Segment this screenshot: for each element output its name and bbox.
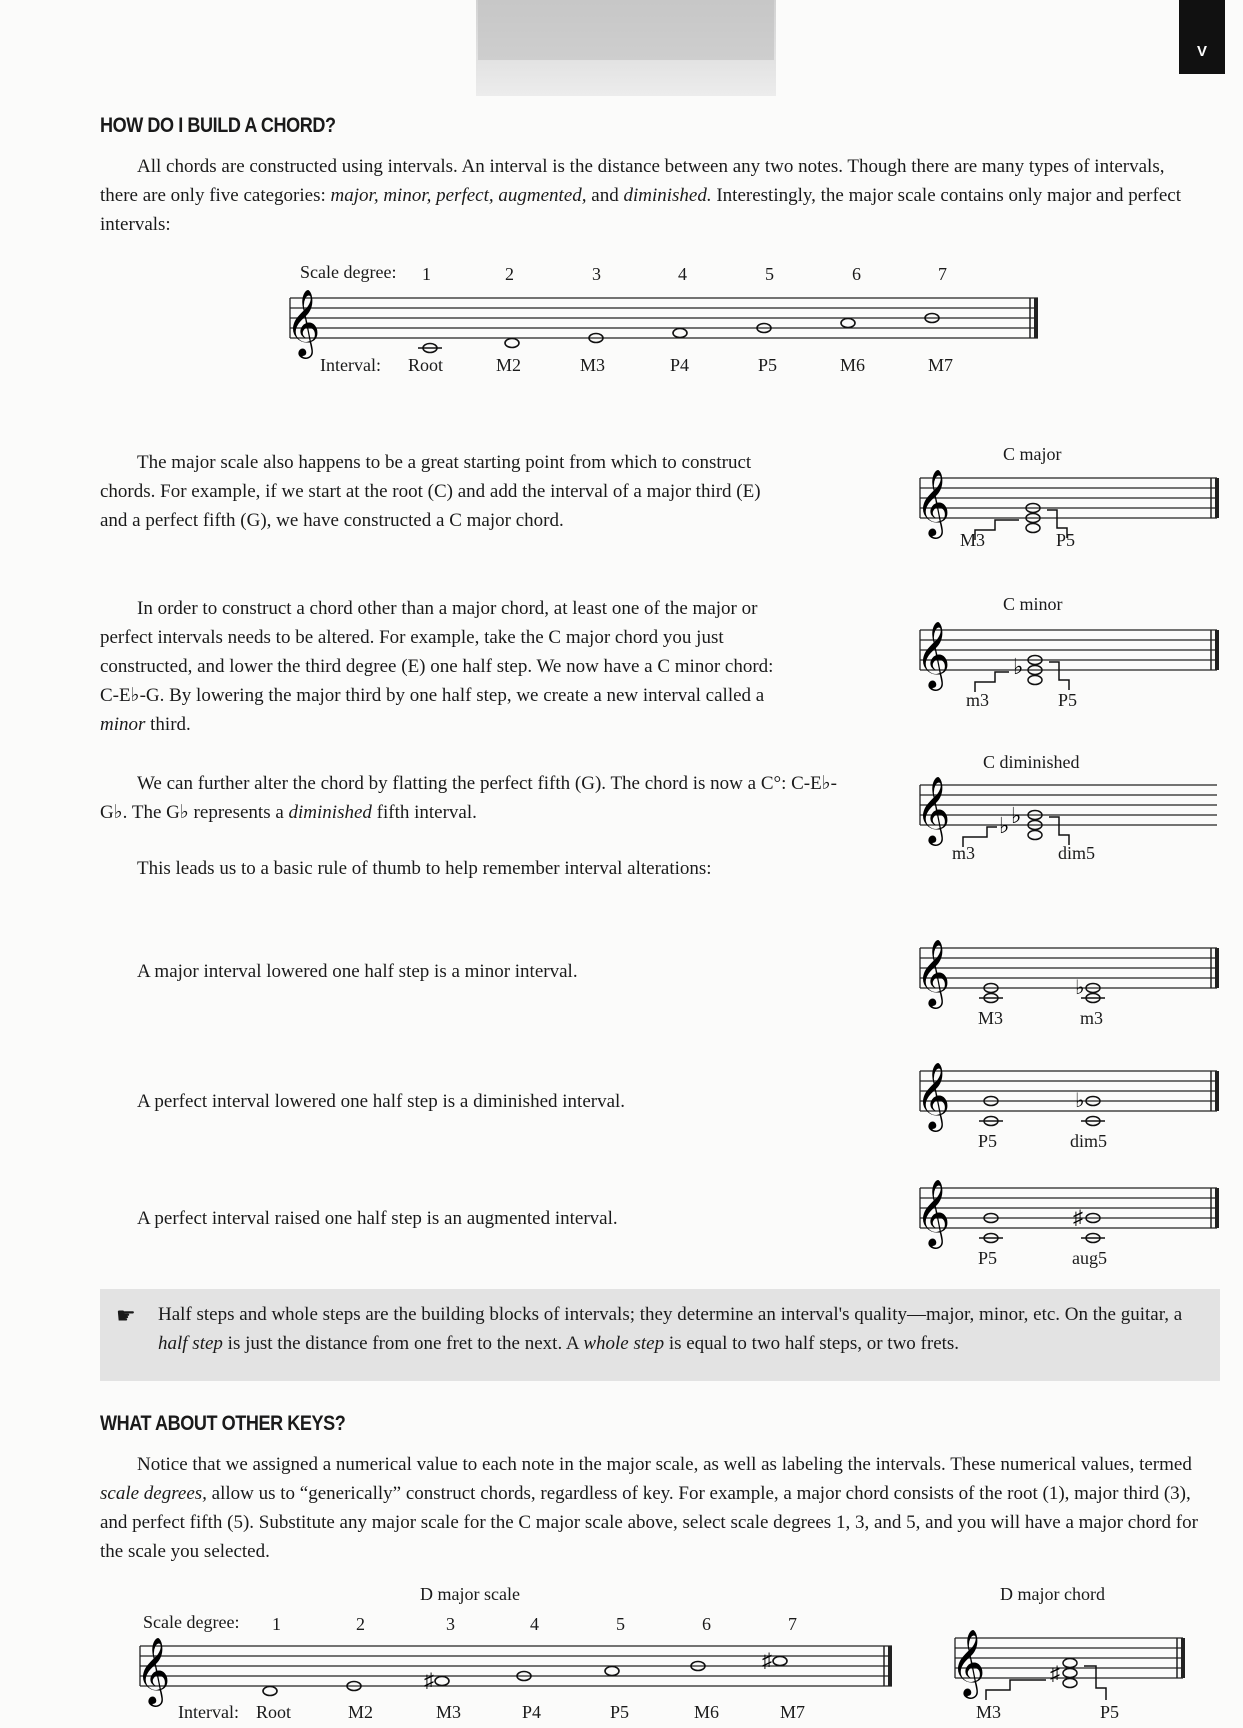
scale-degree-3: 3 — [592, 264, 601, 284]
d-major-scale-staff — [136, 1638, 900, 1706]
scale-degree-5: 5 — [765, 264, 774, 284]
tip-box — [100, 1289, 1220, 1381]
c-minor-title: C minor — [1003, 594, 1063, 614]
flat-icon: ♭ — [1075, 977, 1085, 999]
d-scale-interval-2: M2 — [348, 1702, 374, 1722]
intro-paragraph: All chords are constructed using intervals. An interval is the distance between any two notes. Though there are many types of intervals, there are only five categories: major, minor, perfect, augmented, and diminished. Interestingly, the major scale contains only major and perfect intervals: — [100, 156, 1181, 235]
d-scale-interval-1: Root — [256, 1702, 292, 1722]
rule-perfect-to-augmented: A perfect interval raised one half step is an augmented interval. — [137, 1208, 618, 1229]
flat-icon: ♭ — [1011, 803, 1022, 828]
rule2-left-interval: P5 — [978, 1131, 998, 1151]
d-scale-interval-6: M6 — [694, 1702, 720, 1722]
rule1-left-interval: M3 — [978, 1008, 1004, 1028]
d-scale-title: D major scale — [420, 1584, 520, 1604]
c-scale-note-1 — [418, 344, 442, 353]
d-chord-right-interval: P5 — [1100, 1702, 1120, 1722]
scale-degree-2: 2 — [505, 264, 514, 284]
c-major-left-interval: M3 — [960, 530, 986, 550]
sharp-icon: ♯ — [762, 1650, 772, 1672]
perfect-diminished-rule-staff — [915, 1063, 1225, 1133]
c-major-title: C major — [1003, 444, 1062, 464]
treble-clef-icon: 𝄞 — [916, 622, 951, 687]
treble-clef-icon: 𝄞 — [286, 290, 321, 355]
other-keys-paragraph: Notice that we assigned a numerical value to each note in the major scale, as well as labeling the intervals. These numerical values, termed scale degrees, allow us to “generically” construct chords, regardless of key. For example, a major chord consists of the root (1), major third (3), and perfect fifth (5). Substitute any major scale for the C major scale above, select scale degrees 1, 3, and 5, and you will have a major chord for the scale you selected. — [100, 1454, 1198, 1562]
d-scale-note-7 — [773, 1657, 787, 1666]
scale-degree-7: 7 — [938, 264, 947, 284]
page-number-tab — [1179, 0, 1225, 74]
scale-degree-6: 6 — [852, 264, 861, 284]
treble-clef-icon: 𝄞 — [916, 1180, 951, 1245]
tip-text: Half steps and whole steps are the building blocks of intervals; they determine an interval's quality—major, minor, etc. On the guitar, a half step is just the distance from one fret to the next. A whole step is equal to two half steps, or two frets. — [158, 1304, 1183, 1354]
section-heading-other-keys: WHAT ABOUT OTHER KEYS? — [100, 1412, 346, 1435]
scale-interval-5: P5 — [758, 355, 778, 375]
c-dim-title: C diminished — [983, 752, 1080, 772]
scale-degree-1: 1 — [422, 264, 431, 284]
c-scale-note-2 — [505, 339, 519, 348]
rule-intro-paragraph: This leads us to a basic rule of thumb to help remember interval alterations: — [137, 858, 712, 879]
scale-interval-3: M3 — [580, 355, 606, 375]
d-scale-note-5 — [605, 1667, 619, 1676]
d-scale-degree-3: 3 — [446, 1614, 455, 1634]
scale-interval-1: Root — [408, 355, 444, 375]
c-dim-left-interval: m3 — [952, 843, 976, 863]
d-major-chord-staff — [950, 1622, 1190, 1708]
d-scale-interval-7: M7 — [780, 1702, 806, 1722]
d-scale-degree-4: 4 — [530, 1614, 539, 1634]
d-scale-degree-6: 6 — [702, 1614, 711, 1634]
d-chord-title: D major chord — [1000, 1584, 1105, 1604]
c-major-scale-staff — [286, 290, 1050, 360]
c-scale-note-4 — [673, 329, 687, 338]
d-scale-degree-7: 7 — [788, 1614, 797, 1634]
c-scale-note-6 — [841, 319, 855, 328]
rule-major-to-minor: A major interval lowered one half step is a minor interval. — [137, 961, 578, 982]
rule2-right-interval: dim5 — [1070, 1131, 1108, 1151]
scale-interval-4: P4 — [670, 355, 690, 375]
sharp-icon: ♯ — [1073, 1207, 1083, 1229]
major-minor-rule-staff — [915, 940, 1225, 1010]
d-scale-interval-4: P4 — [522, 1702, 542, 1722]
treble-clef-icon: 𝄞 — [916, 940, 951, 1005]
section-heading-build-chord: HOW DO I BUILD A CHORD? — [100, 114, 336, 137]
c-dim-right-interval: dim5 — [1058, 843, 1096, 863]
sharp-icon: ♯ — [1050, 1663, 1060, 1685]
page-number: V — [1196, 43, 1207, 60]
c-minor-left-interval: m3 — [966, 690, 990, 710]
rule1-right-interval: m3 — [1080, 1008, 1104, 1028]
scale-interval-7: M7 — [928, 355, 954, 375]
d-scale-degree-label: Scale degree: — [143, 1612, 240, 1632]
flat-icon: ♭ — [1013, 654, 1024, 679]
scale-degree-4: 4 — [678, 264, 687, 284]
sharp-icon: ♯ — [424, 1670, 434, 1692]
c-minor-right-interval: P5 — [1058, 690, 1078, 710]
perfect-augmented-rule-staff — [915, 1180, 1225, 1250]
major-chord-paragraph: The major scale also happens to be a great starting point from which to construct chords. For example, if we start at the root (C) and add the interval of a major third (E) and a perfect fifth (G), we have constructed a C major chord. — [100, 452, 761, 531]
pointing-hand-icon: ☛ — [116, 1303, 136, 1328]
rule3-right-interval: aug5 — [1072, 1248, 1107, 1268]
d-chord-left-interval: M3 — [976, 1702, 1002, 1722]
rule3-left-interval: P5 — [978, 1248, 998, 1268]
d-interval-label: Interval: — [178, 1702, 239, 1722]
d-scale-interval-3: M3 — [436, 1702, 462, 1722]
treble-clef-icon: 𝄞 — [951, 1630, 986, 1695]
rule-perfect-to-diminished: A perfect interval lowered one half step is a diminished interval. — [137, 1091, 626, 1112]
scale-interval-6: M6 — [840, 355, 866, 375]
d-scale-note-1 — [263, 1687, 277, 1696]
minor-chord-paragraph: In order to construct a chord other than a major chord, at least one of the major or perfect intervals needs to be altered. For example, take the C major chord you just constructed, and lower the third degree (E) one half step. We now have a C minor chord: C-E♭-G. By lowering the major third by one half step, we create a new interval called a minor third. — [100, 598, 774, 735]
d-scale-note-3 — [435, 1677, 449, 1686]
scale-interval-2: M2 — [496, 355, 522, 375]
flat-icon: ♭ — [1075, 1090, 1085, 1112]
treble-clef-icon: 𝄞 — [916, 1063, 951, 1128]
treble-clef-icon: 𝄞 — [916, 777, 951, 842]
c-major-right-interval: P5 — [1056, 530, 1076, 550]
interval-label: Interval: — [320, 355, 381, 375]
d-scale-degree-1: 1 — [272, 1614, 281, 1634]
diminished-chord-paragraph: We can further alter the chord by flatting the perfect fifth (G). The chord is now a C°: C-E♭-G♭. The G♭ represents a diminished fifth interval. — [100, 773, 838, 823]
d-scale-degree-5: 5 — [616, 1614, 625, 1634]
treble-clef-icon: 𝄞 — [136, 1638, 171, 1703]
header-scan-block — [478, 0, 774, 60]
d-scale-interval-5: P5 — [610, 1702, 630, 1722]
flat-icon: ♭ — [999, 813, 1010, 838]
scale-degree-label: Scale degree: — [300, 262, 397, 282]
d-scale-degree-2: 2 — [356, 1614, 365, 1634]
treble-clef-icon: 𝄞 — [916, 470, 951, 535]
